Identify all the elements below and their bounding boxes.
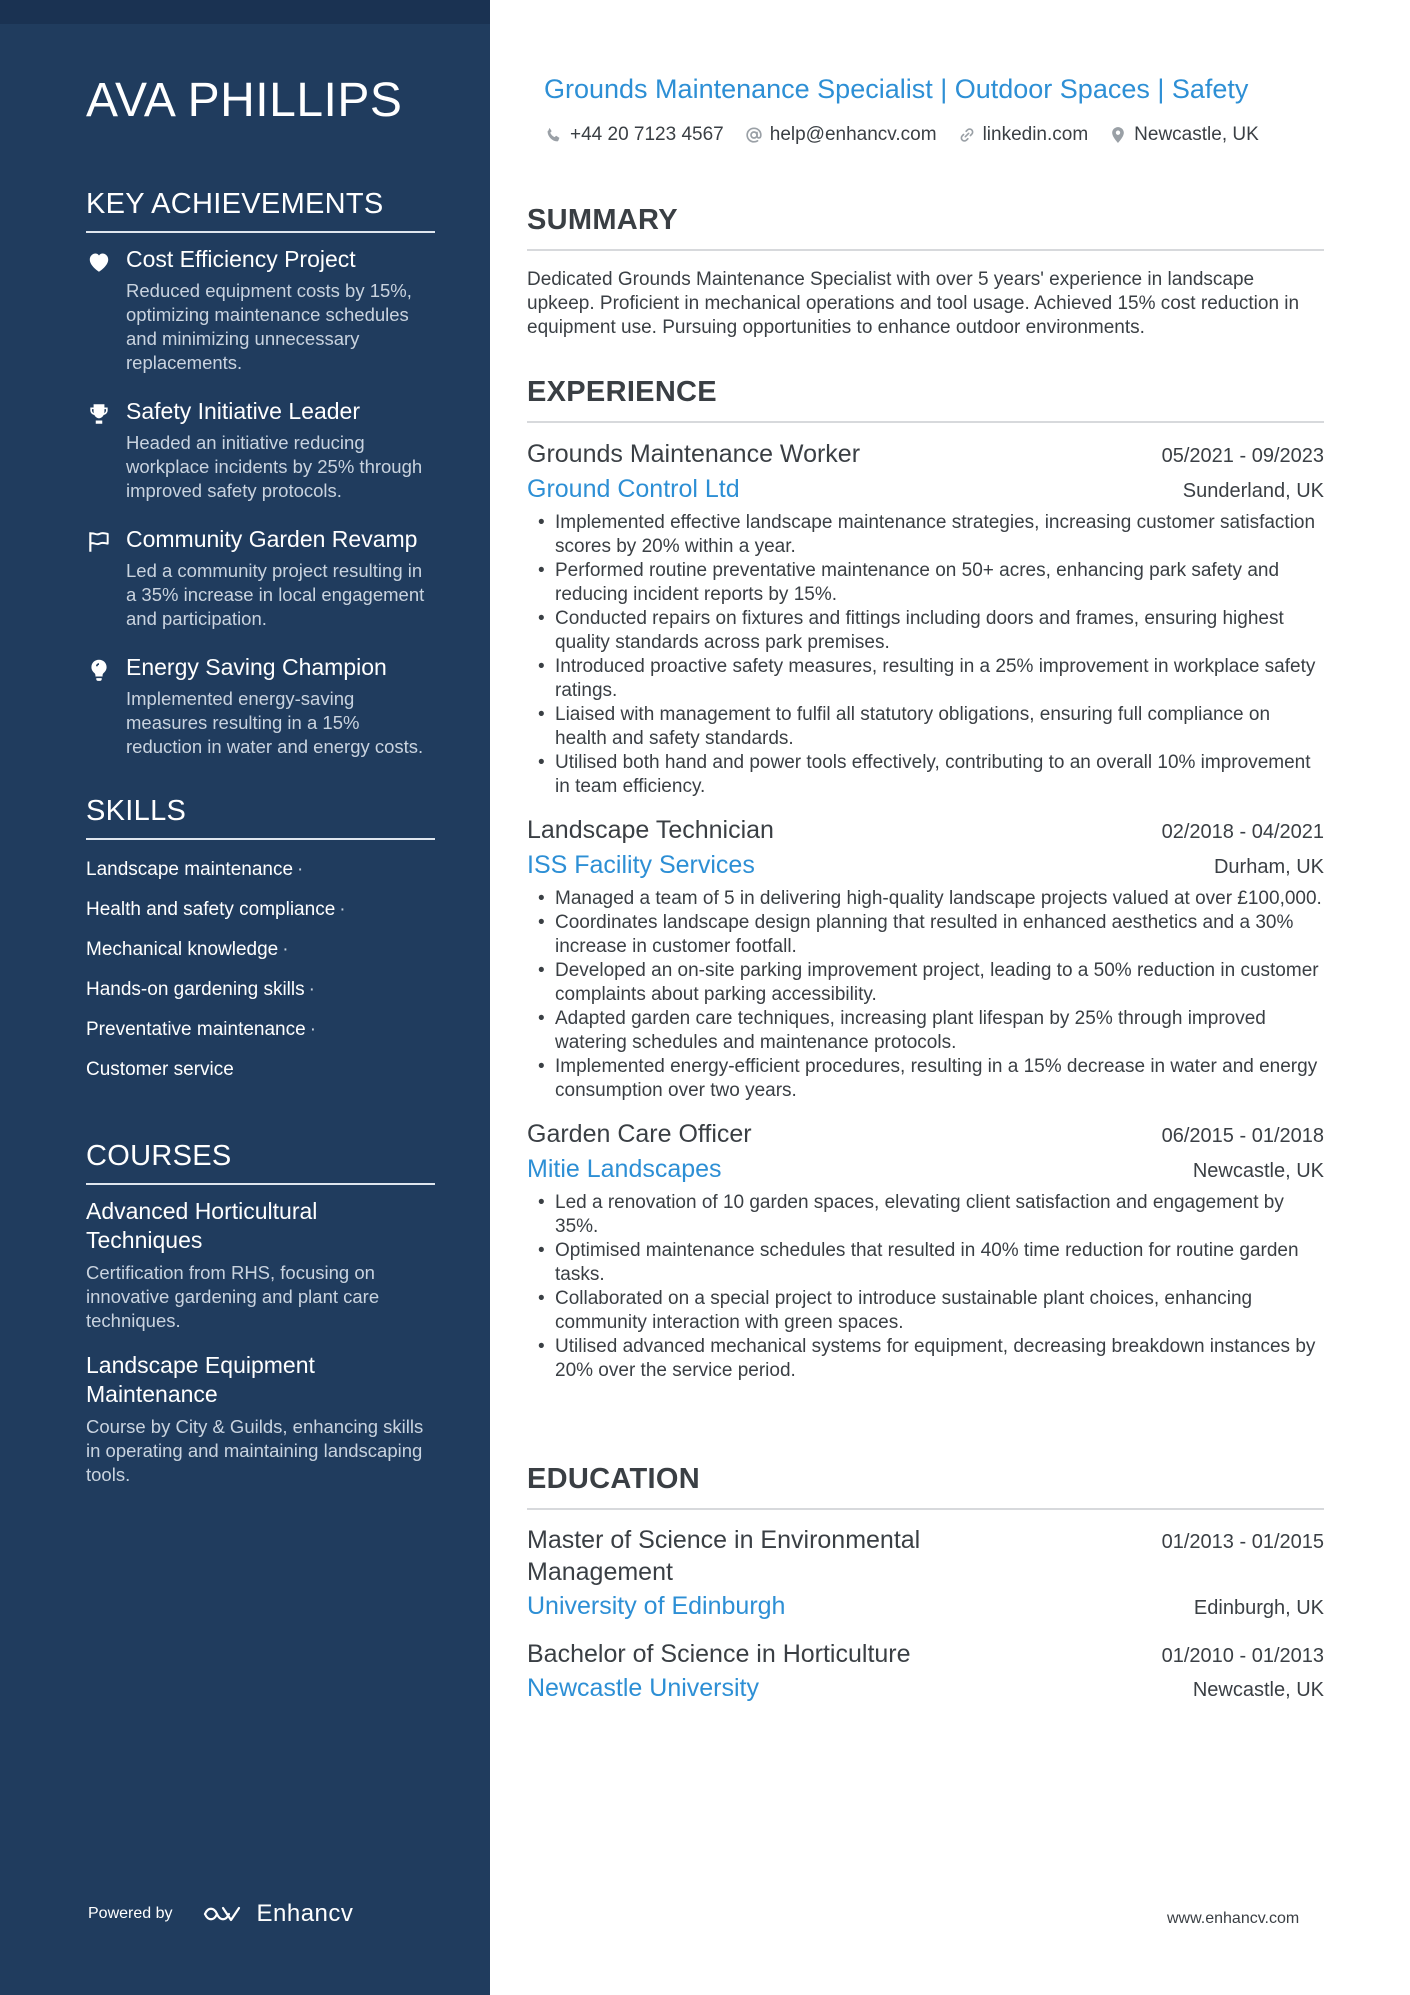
skill-item xyxy=(86,932,435,972)
job-bullet: • Performed routine preventative maintenance on 50+ acres, enhancing park safety and reducing incident reports by 15%. xyxy=(527,559,1324,607)
course-desc: Certification from RHS, focusing on innovative gardening and plant care techniques. xyxy=(86,1261,380,1331)
skill-label: Customer service xyxy=(86,1058,234,1080)
skills-section xyxy=(86,795,435,1092)
achievement-title: Energy Saving Champion xyxy=(126,653,387,680)
skill-label: Mechanical knowledge xyxy=(86,938,279,960)
skill-item xyxy=(86,972,435,1012)
courses-heading: COURSES xyxy=(86,1140,435,1185)
headline: Grounds Maintenance Specialist | Outdoor Spaces | Safety xyxy=(544,74,1249,104)
summary-heading: SUMMARY xyxy=(527,204,1324,251)
job-entry xyxy=(527,1117,1324,1383)
achievement-desc: Implemented energy-saving measures resulting in a 15% reduction in water and energy costs. xyxy=(126,687,424,757)
lightbulb-icon xyxy=(86,653,126,759)
job-bullet: • Collaborated on a special project to introduce sustainable plant choices, enhancing community interaction with green spaces. xyxy=(527,1287,1324,1335)
achievement-item xyxy=(86,653,435,759)
location-text: Newcastle, UK xyxy=(1134,124,1259,145)
skills-heading: SKILLS xyxy=(86,795,435,840)
school-name: Newcastle University xyxy=(527,1674,760,1702)
education-entry xyxy=(527,1524,1324,1624)
job-bullets xyxy=(527,511,1324,799)
contact-linkedin[interactable] xyxy=(957,124,1089,146)
education-dates: 01/2013 - 01/2015 xyxy=(1161,1531,1324,1553)
skill-separator: · xyxy=(308,978,315,1000)
linkedin-text: linkedin.com xyxy=(982,124,1089,145)
education-heading: EDUCATION xyxy=(527,1463,1324,1510)
education-location: Newcastle, UK xyxy=(1192,1679,1324,1701)
job-entry xyxy=(527,813,1324,1103)
school-name: University of Edinburgh xyxy=(527,1592,786,1620)
at-icon xyxy=(744,125,764,145)
contact-location xyxy=(1108,124,1259,146)
job-location: Durham, UK xyxy=(1213,856,1324,878)
flag-icon xyxy=(86,525,126,631)
education-entry xyxy=(527,1638,1324,1706)
summary-text: Dedicated Grounds Maintenance Specialist with over 5 years' experience in landscape upkeep. Proficient in mechanical operations and tool usage. Achieved 15% cost reduction in equipment use. Pursuing opportunities to enhance outdoor environments. xyxy=(527,269,1300,338)
footer-url-link[interactable]: www.enhancv.com xyxy=(1167,1910,1300,1927)
sidebar-top-bar xyxy=(0,0,490,24)
course-item xyxy=(86,1197,435,1333)
degree-title: Master of Science in Environmental Management xyxy=(527,1526,921,1586)
contact-bar xyxy=(544,124,1279,146)
course-title: Landscape Equipment Maintenance xyxy=(86,1351,315,1407)
sidebar xyxy=(0,0,490,1995)
education-dates: 01/2010 - 01/2013 xyxy=(1161,1645,1324,1667)
trophy-icon xyxy=(86,397,126,503)
skill-item xyxy=(86,892,435,932)
experience-section xyxy=(527,376,1324,1383)
achievement-item xyxy=(86,245,435,375)
skill-item xyxy=(86,1012,435,1052)
job-bullet: • Utilised advanced mechanical systems for equipment, decreasing breakdown instances by 20% over the service period. xyxy=(527,1335,1324,1383)
job-title: Grounds Maintenance Worker xyxy=(527,440,861,468)
candidate-name: AVA PHILLIPS xyxy=(86,74,403,127)
job-location: Newcastle, UK xyxy=(1192,1160,1324,1182)
achievements-heading: KEY ACHIEVEMENTS xyxy=(86,188,435,233)
enhancv-brand-name: Enhancv xyxy=(256,1900,354,1927)
skill-label: Hands-on gardening skills xyxy=(86,978,305,1000)
achievement-desc: Headed an initiative reducing workplace incidents by 25% through improved safety protocols. xyxy=(126,431,423,501)
contact-phone[interactable] xyxy=(544,124,724,146)
job-dates: 06/2015 - 01/2018 xyxy=(1161,1125,1324,1147)
summary-section xyxy=(527,204,1324,340)
job-bullet: • Utilised both hand and power tools effectively, contributing to an overall 10% improvement in team efficiency. xyxy=(527,751,1324,799)
course-item xyxy=(86,1351,435,1487)
skill-label: Health and safety compliance xyxy=(86,898,336,920)
link-icon xyxy=(957,125,977,145)
course-desc: Course by City & Guilds, enhancing skills in operating and maintaining landscaping tools. xyxy=(86,1415,424,1485)
skill-label: Landscape maintenance xyxy=(86,858,294,880)
achievement-desc: Reduced equipment costs by 15%, optimizing maintenance schedules and minimizing unnecessary replacements. xyxy=(126,279,412,373)
course-title: Advanced Horticultural Techniques xyxy=(86,1197,318,1253)
achievements-section xyxy=(86,188,435,759)
skill-separator: · xyxy=(282,938,289,960)
job-company: Mitie Landscapes xyxy=(527,1155,722,1183)
enhancv-logo-icon xyxy=(201,1902,249,1926)
job-bullet: • Managed a team of 5 in delivering high-quality landscape projects valued at over £100,000. xyxy=(527,887,1324,911)
heart-icon xyxy=(86,245,126,375)
phone-text: +44 20 7123 4567 xyxy=(570,124,724,145)
contact-email[interactable] xyxy=(744,124,937,146)
education-location: Edinburgh, UK xyxy=(1193,1597,1324,1619)
job-dates: 05/2021 - 09/2023 xyxy=(1161,445,1324,467)
job-dates: 02/2018 - 04/2021 xyxy=(1161,821,1324,843)
skill-item xyxy=(86,852,435,892)
skill-item xyxy=(86,1052,435,1092)
job-bullet: • Conducted repairs on fixtures and fittings including doors and frames, ensuring highest quality standards across park premises. xyxy=(527,607,1324,655)
email-text: help@enhancv.com xyxy=(769,124,937,145)
skill-label: Preventative maintenance xyxy=(86,1018,306,1040)
job-bullet: • Adapted garden care techniques, increasing plant lifespan by 25% through improved watering schedules and maintenance protocols. xyxy=(527,1007,1324,1055)
courses-section xyxy=(86,1140,435,1487)
degree-title: Bachelor of Science in Horticulture xyxy=(527,1640,911,1668)
job-title: Garden Care Officer xyxy=(527,1120,752,1148)
achievement-title: Community Garden Revamp xyxy=(126,525,418,552)
job-company: Ground Control Ltd xyxy=(527,475,740,503)
achievement-desc: Led a community project resulting in a 35% increase in local engagement and participation. xyxy=(126,559,425,629)
achievement-title: Cost Efficiency Project xyxy=(126,245,356,272)
job-bullet: • Introduced proactive safety measures, resulting in a 25% improvement in workplace safety ratings. xyxy=(527,655,1324,703)
job-bullet: • Liaised with management to fulfil all statutory obligations, ensuring full compliance on health and safety standards. xyxy=(527,703,1324,751)
achievement-item xyxy=(86,397,435,503)
job-bullet: • Implemented effective landscape maintenance strategies, increasing customer satisfaction scores by 20% within a year. xyxy=(527,511,1324,559)
achievement-title: Safety Initiative Leader xyxy=(126,397,360,424)
job-bullet: • Implemented energy-efficient procedures, resulting in a 15% decrease in water and energy consumption over two years. xyxy=(527,1055,1324,1103)
phone-icon xyxy=(544,125,564,145)
skill-separator: · xyxy=(309,1018,317,1040)
job-bullet: • Coordinates landscape design planning that resulted in enhanced aesthetics and a 30% increase in customer footfall. xyxy=(527,911,1324,959)
education-section xyxy=(527,1463,1324,1706)
job-company: ISS Facility Services xyxy=(527,851,755,879)
experience-heading: EXPERIENCE xyxy=(527,376,1324,423)
achievement-item xyxy=(86,525,435,631)
job-bullets xyxy=(527,887,1324,1103)
powered-by-label: Powered by xyxy=(88,1905,173,1922)
job-bullet: • Developed an on-site parking improvement project, leading to a 50% reduction in customer complaints about parking accessibility. xyxy=(527,959,1324,1007)
job-entry xyxy=(527,437,1324,799)
powered-by xyxy=(88,1900,353,1928)
enhancv-logo[interactable] xyxy=(201,1900,354,1928)
job-bullet: • Optimised maintenance schedules that resulted in 40% time reduction for routine garden tasks. xyxy=(527,1239,1324,1287)
job-bullet: • Led a renovation of 10 garden spaces, elevating client satisfaction and engagement by 35%. xyxy=(527,1191,1324,1239)
skill-separator: · xyxy=(339,898,346,920)
location-pin-icon xyxy=(1108,125,1128,145)
job-bullets xyxy=(527,1191,1324,1383)
skill-separator: · xyxy=(297,858,304,880)
job-location: Sunderland, UK xyxy=(1182,480,1324,502)
job-title: Landscape Technician xyxy=(527,816,774,844)
